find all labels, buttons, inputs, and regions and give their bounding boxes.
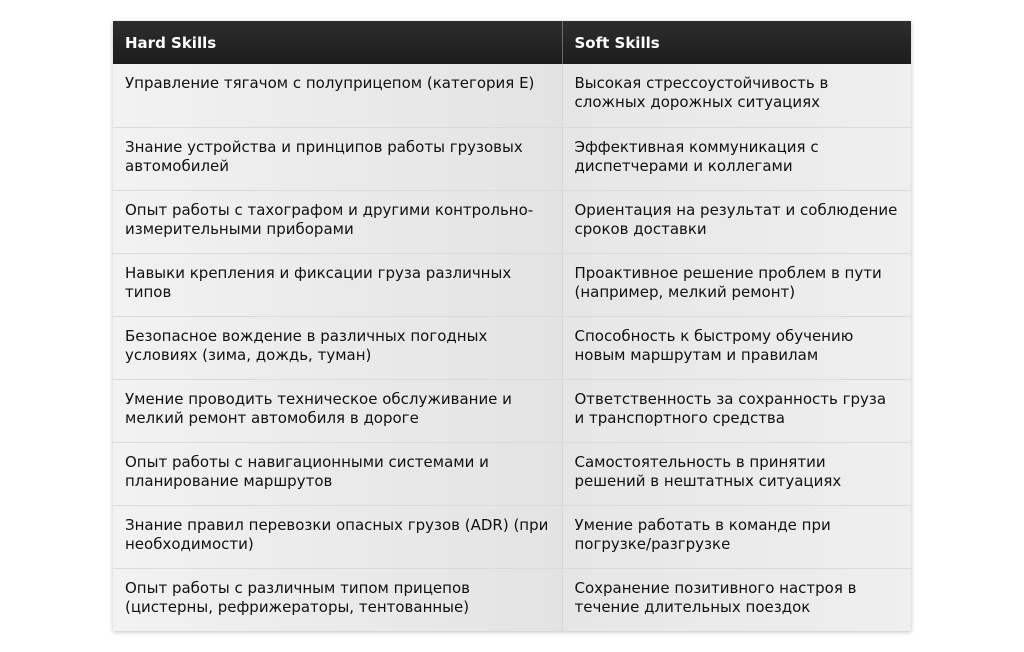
header-soft-skills: Soft Skills: [562, 21, 911, 64]
skills-table-container: [113, 21, 911, 631]
hard-skill-cell: Управление тягачом с полуприцепом (категория E): [113, 64, 562, 127]
soft-skill-cell: Умение работать в команде при погрузке/разгрузке: [562, 505, 911, 568]
hard-skill-cell: Опыт работы с различным типом прицепов (цистерны, рефрижераторы, тентованные): [113, 568, 562, 631]
soft-skill-cell: Эффективная коммуникация с диспетчерами и коллегами: [562, 127, 911, 190]
hard-skill-cell: Опыт работы с навигационными системами и планирование маршрутов: [113, 442, 562, 505]
table-row: [113, 127, 911, 190]
table-header: [113, 21, 911, 64]
hard-skill-cell: Безопасное вождение в различных погодных условиях (зима, дождь, туман): [113, 316, 562, 379]
soft-skill-cell: Способность к быстрому обучению новым маршрутам и правилам: [562, 316, 911, 379]
hard-skill-cell: Знание устройства и принципов работы грузовых автомобилей: [113, 127, 562, 190]
soft-skill-cell: Ориентация на результат и соблюдение сроков доставки: [562, 190, 911, 253]
table-body: [113, 64, 911, 631]
soft-skill-cell: Самостоятельность в принятии решений в нештатных ситуациях: [562, 442, 911, 505]
soft-skill-cell: Ответственность за сохранность груза и транспортного средства: [562, 379, 911, 442]
table-row: [113, 568, 911, 631]
hard-skill-cell: Навыки крепления и фиксации груза различных типов: [113, 253, 562, 316]
table-row: [113, 379, 911, 442]
soft-skill-cell: Высокая стрессоустойчивость в сложных дорожных ситуациях: [562, 64, 911, 127]
table-row: [113, 253, 911, 316]
table-row: [113, 64, 911, 127]
table-row: [113, 190, 911, 253]
hard-skill-cell: Опыт работы с тахографом и другими контрольно-измерительными приборами: [113, 190, 562, 253]
hard-skill-cell: Знание правил перевозки опасных грузов (ADR) (при необходимости): [113, 505, 562, 568]
table-row: [113, 316, 911, 379]
hard-skill-cell: Умение проводить техническое обслуживание и мелкий ремонт автомобиля в дороге: [113, 379, 562, 442]
skills-table: [113, 21, 911, 631]
soft-skill-cell: Проактивное решение проблем в пути (например, мелкий ремонт): [562, 253, 911, 316]
table-row: [113, 505, 911, 568]
header-row: [113, 21, 911, 64]
soft-skill-cell: Сохранение позитивного настроя в течение длительных поездок: [562, 568, 911, 631]
header-hard-skills: Hard Skills: [113, 21, 562, 64]
table-row: [113, 442, 911, 505]
